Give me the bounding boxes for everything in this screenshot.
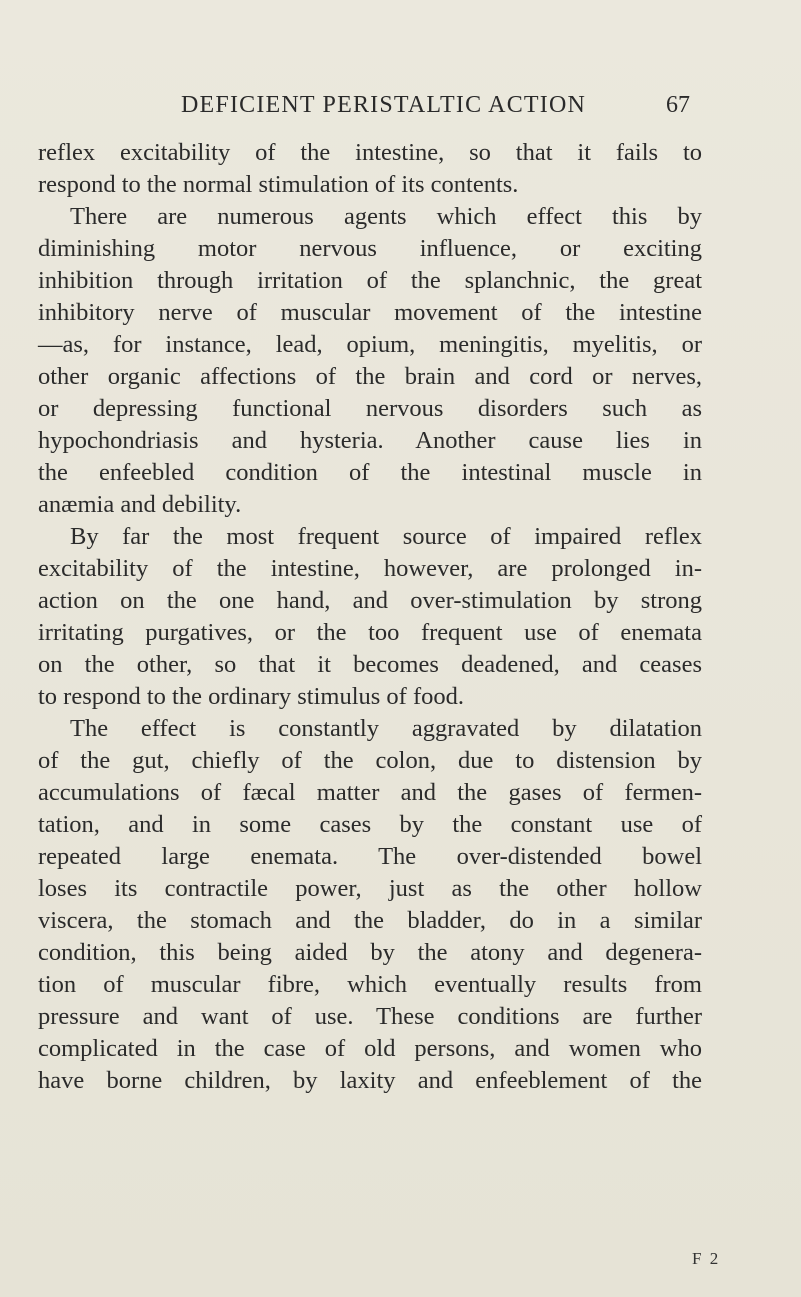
signature-mark: F 2 <box>692 1249 721 1268</box>
text-line: viscera, the stomach and the bladder, do in a similar <box>38 907 702 934</box>
text-line: There are numerous agents which effect this by <box>70 203 702 230</box>
text-line: tion of muscular fibre, which eventually results from <box>38 971 702 998</box>
text-line: have borne children, by laxity and enfeeblement of the <box>38 1067 702 1094</box>
page-header <box>0 92 801 124</box>
running-title: DEFICIENT PERISTALTIC ACTION <box>181 92 587 118</box>
text-line: other organic affections of the brain and cord or nerves, <box>38 363 702 390</box>
text-line: hypochondriasis and hysteria. Another cause lies in <box>38 427 702 454</box>
text-line: pressure and want of use. These conditions are further <box>38 1003 702 1030</box>
text-line: anæmia and debility. <box>38 491 242 518</box>
text-line: tation, and in some cases by the constant use of <box>38 811 702 838</box>
text-line: —as, for instance, lead, opium, meningitis, myelitis, or <box>38 331 702 358</box>
text-line: By far the most frequent source of impaired reflex <box>70 523 702 550</box>
text-line: of the gut, chiefly of the colon, due to distension by <box>38 747 702 774</box>
text-line: repeated large enemata. The over-distended bowel <box>38 843 702 870</box>
text-line: accumulations of fæcal matter and the gases of fermen- <box>38 779 702 806</box>
text-line: diminishing motor nervous influence, or exciting <box>38 235 702 262</box>
text-line: loses its contractile power, just as the other hollow <box>38 875 702 902</box>
text-line: The effect is constantly aggravated by dilatation <box>70 715 702 742</box>
text-line: condition, this being aided by the atony and degenera- <box>38 939 702 966</box>
text-line: or depressing functional nervous disorders such as <box>38 395 702 422</box>
text-line: to respond to the ordinary stimulus of food. <box>38 683 464 710</box>
text-line: the enfeebled condition of the intestinal muscle in <box>38 459 702 486</box>
text-line: excitability of the intestine, however, are prolonged in- <box>38 555 702 582</box>
text-line: complicated in the case of old persons, and women who <box>38 1035 702 1062</box>
text-line: irritating purgatives, or the too frequent use of enemata <box>38 619 702 646</box>
text-line: respond to the normal stimulation of its contents. <box>38 171 519 198</box>
text-line: on the other, so that it becomes deadened, and ceases <box>38 651 702 678</box>
text-line: action on the one hand, and over-stimulation by strong <box>38 587 702 614</box>
text-line: reflex excitability of the intestine, so that it fails to <box>38 139 702 166</box>
text-line: inhibition through irritation of the splanchnic, the great <box>38 267 702 294</box>
text-line: inhibitory nerve of muscular movement of the intestine <box>38 299 702 326</box>
page-number: 67 <box>666 92 690 118</box>
